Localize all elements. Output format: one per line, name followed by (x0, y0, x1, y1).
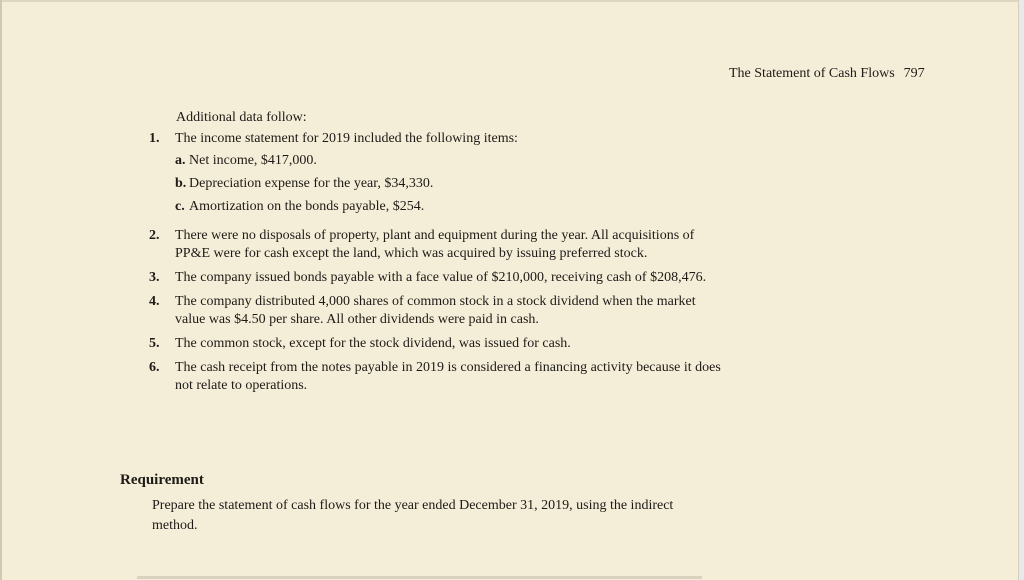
requirement-text: Prepare the statement of cash flows for the year ended December 31, 2019, using the indirect method. (152, 498, 674, 533)
item-text: The cash receipt from the notes payable in 2019 is considered a financing activity because it does not relate to operations. (175, 360, 721, 393)
sub-item (175, 175, 729, 193)
list-item (149, 130, 729, 221)
list-item (149, 293, 729, 329)
list-item (149, 359, 729, 395)
item-text: The company distributed 4,000 shares of common stock in a stock dividend when the market value was $4.50 per share. All other dividends were paid in cash. (175, 294, 696, 327)
sub-item (175, 152, 729, 170)
sub-letter: b. (175, 176, 187, 191)
list-item (149, 269, 729, 287)
sub-letter: c. (175, 199, 185, 214)
page-left-edge (0, 0, 2, 580)
scrollbar-track[interactable] (1018, 0, 1024, 580)
sub-text: Amortization on the bonds payable, $254. (189, 199, 425, 214)
item-text: The income statement for 2019 included the following items: (175, 131, 518, 146)
item-text: There were no disposals of property, plant and equipment during the year. All acquisitions of PP&E were for cash except the land, which was acquired by issuing preferred stock. (175, 228, 695, 261)
sub-text: Net income, $417,000. (189, 153, 317, 168)
sub-text: Depreciation expense for the year, $34,330. (189, 176, 434, 191)
sub-list (175, 152, 729, 216)
header-title: The Statement of Cash Flows (729, 66, 895, 81)
running-header (729, 66, 925, 82)
item-number: 2. (149, 228, 160, 243)
item-number: 6. (149, 360, 160, 375)
page-number: 797 (903, 66, 925, 81)
bottom-divider (137, 576, 702, 579)
page-top-edge (0, 0, 1024, 2)
intro-text: Additional data follow: (176, 110, 307, 125)
sub-letter: a. (175, 153, 186, 168)
list-item (149, 335, 729, 353)
item-text: The company issued bonds payable with a face value of $210,000, receiving cash of $208,476. (175, 270, 707, 285)
sub-item (175, 198, 729, 216)
item-number: 3. (149, 270, 160, 285)
requirement-heading: Requirement (120, 472, 204, 488)
item-number: 1. (149, 131, 160, 146)
item-number: 5. (149, 336, 160, 351)
item-number: 4. (149, 294, 160, 309)
item-text: The common stock, except for the stock dividend, was issued for cash. (175, 336, 571, 351)
list-item (149, 227, 729, 263)
data-list (149, 130, 729, 401)
